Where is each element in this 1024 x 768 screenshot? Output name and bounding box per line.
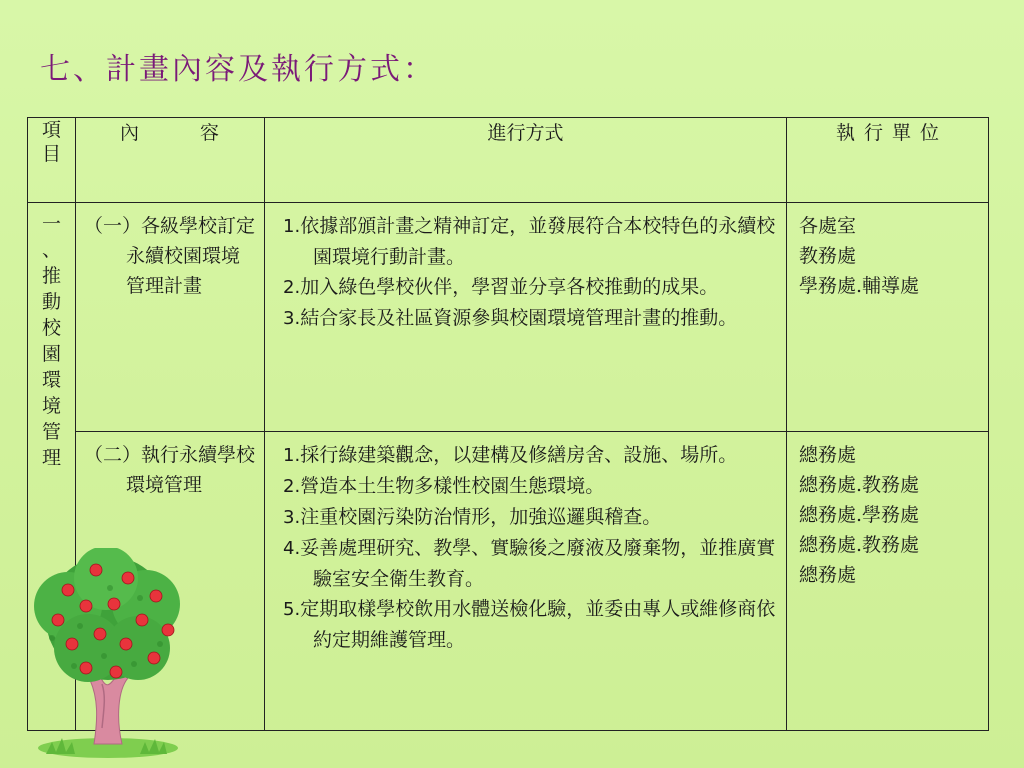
method-item bbox=[273, 502, 778, 533]
method-text: 加入綠色學校伙伴，學習並分享各校推動的成果。 bbox=[300, 276, 719, 298]
page-title: 七、計畫內容及執行方式： bbox=[40, 52, 436, 87]
section-char: 管 bbox=[41, 421, 61, 443]
unit-item: 總務處.學務處 bbox=[799, 504, 920, 526]
header-content bbox=[76, 118, 265, 203]
method-item bbox=[273, 211, 778, 272]
table-header-row bbox=[28, 118, 989, 203]
header-item-char: 目 bbox=[41, 143, 61, 165]
row-unit-cell bbox=[787, 203, 989, 432]
section-char: 動 bbox=[41, 291, 61, 313]
unit-item: 總務處.教務處 bbox=[799, 534, 920, 556]
method-number: 2. bbox=[283, 476, 301, 497]
section-char: 境 bbox=[41, 395, 61, 417]
section-char: 校 bbox=[41, 317, 61, 339]
method-number: 3. bbox=[283, 308, 301, 329]
method-text: 營造本土生物多樣性校園生態環境。 bbox=[300, 475, 605, 497]
row-method-cell bbox=[265, 432, 787, 731]
method-item bbox=[273, 303, 778, 334]
method-item bbox=[273, 440, 778, 471]
method-text: 依據部頒計畫之精神訂定，並發展符合本校特色的永續校園環境行動計畫。 bbox=[300, 215, 776, 268]
section-char: 理 bbox=[41, 447, 61, 469]
header-unit bbox=[787, 118, 989, 203]
section-char: 推 bbox=[41, 265, 61, 287]
method-text: 採行綠建築觀念，以建構及修繕房舍、設施、場所。 bbox=[300, 444, 738, 466]
method-text: 注重校園污染防治情形，加強巡邏與稽查。 bbox=[300, 506, 662, 528]
header-unit-char: 單 bbox=[891, 122, 911, 144]
header-method: 進行方式 bbox=[265, 118, 787, 203]
unit-item: 教務處 bbox=[799, 245, 857, 267]
header-content-char: 內 bbox=[119, 122, 140, 144]
header-unit-char: 行 bbox=[863, 122, 883, 144]
table-row bbox=[28, 203, 989, 432]
unit-item: 學務處.輔導處 bbox=[799, 275, 920, 297]
method-number: 5. bbox=[283, 599, 301, 620]
method-number: 2. bbox=[283, 277, 301, 298]
method-item bbox=[273, 272, 778, 303]
section-char: 、 bbox=[41, 239, 61, 261]
section-char: 一 bbox=[41, 213, 61, 235]
section-char: 環 bbox=[41, 369, 61, 391]
method-number: 1. bbox=[283, 445, 301, 466]
method-number: 4. bbox=[283, 538, 301, 559]
method-item bbox=[273, 471, 778, 502]
row-content: （二）執行永續學校環境管理 bbox=[84, 444, 256, 496]
header-content-char: 容 bbox=[199, 122, 220, 144]
method-number: 3. bbox=[283, 507, 301, 528]
unit-item: 各處室 bbox=[799, 215, 857, 237]
method-item bbox=[273, 594, 778, 655]
header-item-char: 項 bbox=[41, 119, 61, 141]
method-item bbox=[273, 533, 778, 594]
row-content: （一）各級學校訂定永續校園環境管理計畫 bbox=[84, 215, 256, 297]
header-item bbox=[28, 118, 76, 203]
apple-tree-icon bbox=[28, 548, 190, 762]
unit-item: 總務處 bbox=[799, 564, 857, 586]
section-char: 園 bbox=[41, 343, 61, 365]
header-unit-char: 執 bbox=[835, 122, 855, 144]
method-text: 結合家長及社區資源參與校園環境管理計畫的推動。 bbox=[300, 307, 738, 329]
method-text: 定期取樣學校飲用水體送檢化驗，並委由專人或維修商依約定期維護管理。 bbox=[300, 598, 776, 651]
row-unit-cell bbox=[787, 432, 989, 731]
method-number: 1. bbox=[283, 216, 301, 237]
unit-item: 總務處.教務處 bbox=[799, 474, 920, 496]
method-text: 妥善處理研究、教學、實驗後之廢液及廢棄物，並推廣實驗室安全衛生教育。 bbox=[300, 537, 776, 590]
row-content-cell bbox=[76, 203, 265, 432]
unit-item: 總務處 bbox=[799, 444, 857, 466]
header-unit-char: 位 bbox=[919, 122, 939, 144]
row-method-cell bbox=[265, 203, 787, 432]
